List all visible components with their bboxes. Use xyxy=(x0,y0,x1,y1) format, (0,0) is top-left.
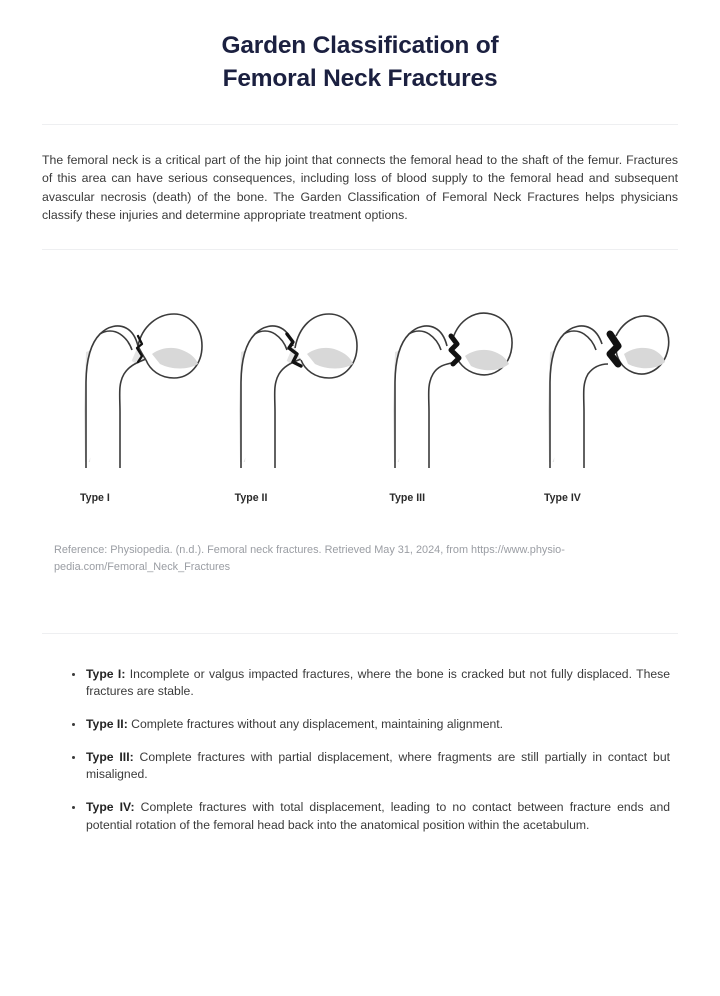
list-item-label: Type I: xyxy=(86,666,126,681)
figure-captions xyxy=(42,488,678,506)
page-title xyxy=(42,0,678,95)
divider-bottom xyxy=(42,633,678,634)
list-item xyxy=(72,716,678,734)
intro-paragraph: The femoral neck is a critical part of the hip joint that connects the femoral head to the shaft of the femur. Fractures of this area can have serious consequences, including loss of blood supply to the femoral head and subsequent avascular necrosis (death) of the bone. The Garden Classification of Femoral Neck Fractures helps physicians classify these injuries and determine appropriate treatment options. xyxy=(42,153,678,222)
title-line-2: Femoral Neck Fractures xyxy=(222,64,498,92)
bone-diagram-type-iii xyxy=(365,292,515,478)
caption-cell-type-i xyxy=(56,488,206,506)
femur-illustration-type-ii xyxy=(211,292,361,478)
list-item-label: Type III: xyxy=(86,749,134,764)
caption-type-i: Type I xyxy=(80,491,110,504)
bone-diagram-type-iv xyxy=(520,292,670,478)
caption-type-iii: Type III xyxy=(389,491,426,504)
caption-type-iv: Type IV xyxy=(543,491,581,504)
list-item-text: Complete fractures without any displacement, maintaining alignment. xyxy=(127,717,504,732)
list-item xyxy=(72,799,678,834)
caption-cell-type-iii xyxy=(365,488,515,506)
bone-diagram-type-i xyxy=(56,292,206,478)
caption-cell-type-iv xyxy=(520,488,670,506)
femur-illustration-type-iv xyxy=(520,292,670,478)
list-item xyxy=(72,666,678,701)
list-item-label: Type IV: xyxy=(86,800,135,815)
figure-garden-classification xyxy=(42,292,678,514)
bone-diagram-type-ii xyxy=(211,292,361,478)
caption-cell-type-ii xyxy=(211,488,361,506)
divider-middle xyxy=(42,249,678,250)
title-line-1: Garden Classification of xyxy=(221,32,499,59)
reference-citation: Reference: Physiopedia. (n.d.). Femoral neck fractures. Retrieved May 31, 2024, from https://www.physio-pedia.com/Femoral_Neck_Fractures xyxy=(54,543,565,573)
caption-type-ii: Type II xyxy=(234,491,268,504)
list-item xyxy=(72,749,678,784)
list-item-text: Complete fractures with partial displacement, where fragments are still partially in contact but misaligned. xyxy=(86,749,670,782)
femur-illustration-type-i xyxy=(56,292,206,478)
divider-top xyxy=(42,124,678,125)
classification-list xyxy=(42,666,678,835)
list-item-text: Complete fractures with total displacement, leading to no contact between fracture ends and potential rotation of the femoral head back into the anatomical position within the acetabulum. xyxy=(86,800,670,832)
femur-illustration-type-iii xyxy=(365,292,515,478)
list-item-text: Incomplete or valgus impacted fractures, where the bone is cracked but not fully displaced. These fractures are stable. xyxy=(86,666,671,699)
list-item-label: Type II: xyxy=(86,717,128,732)
